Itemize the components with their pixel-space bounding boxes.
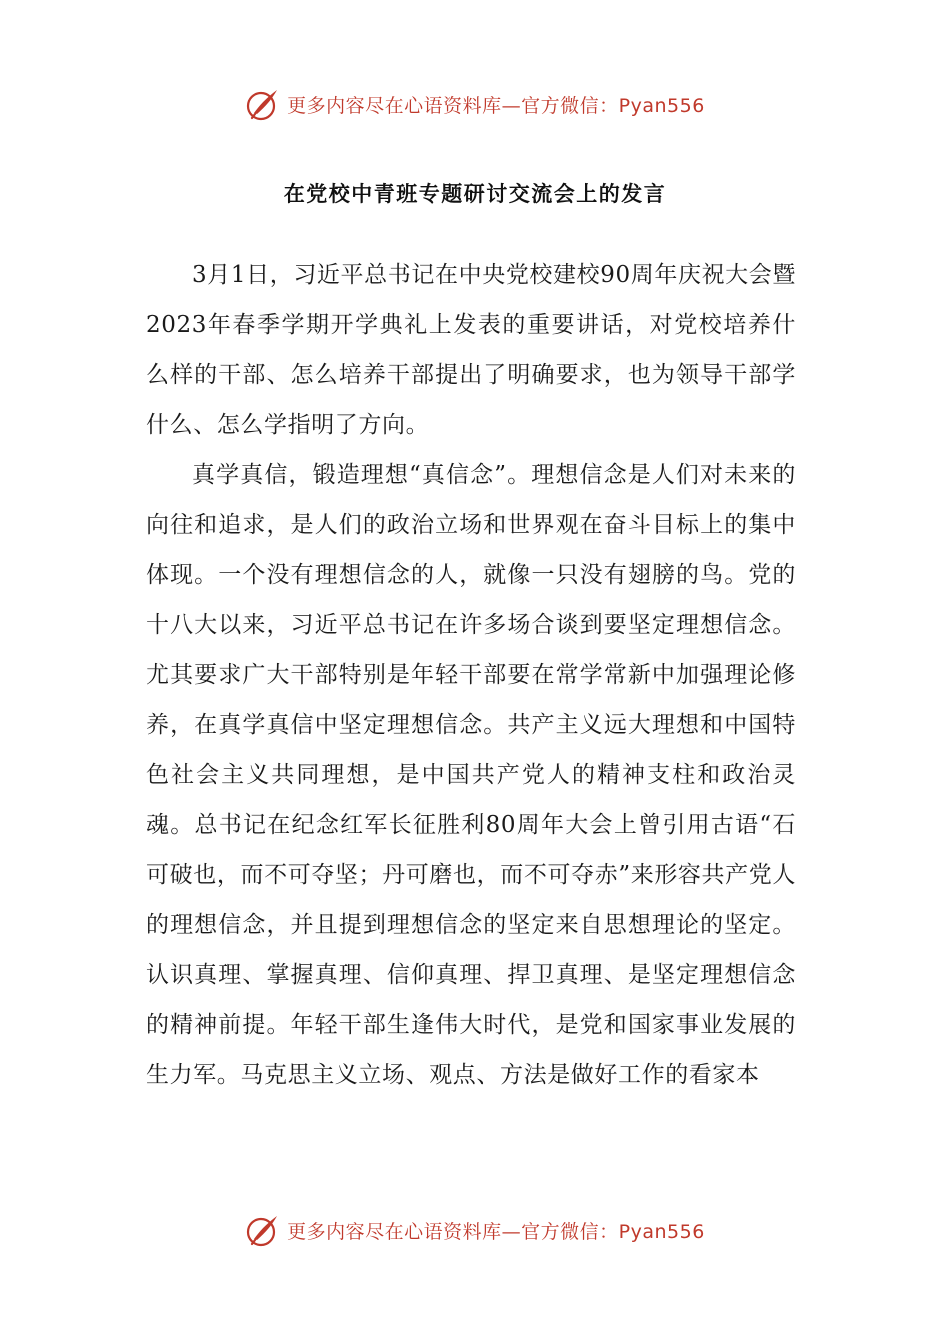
document-body <box>146 250 796 1100</box>
document-title: 在党校中青班专题研讨交流会上的发言 <box>283 182 667 206</box>
footer-watermark-banner <box>0 1210 950 1250</box>
quill-pen-logo-icon <box>245 1212 281 1248</box>
banner-text: 更多内容尽在心语资料库—官方微信：Pyan556 <box>287 1220 705 1243</box>
paragraph-true-belief: 真学真信，锻造理想“真信念”。理想信念是人们对未来的向往和追求，是人们的政治立场和世界观在奋斗目标上的集中体现。一个没有理想信念的人，就像一只没有翅膀的鸟。党的十八大以来，习近平总书记在许多场合谈到要坚定理想信念。尤其要求广大干部特别是年轻干部要在常学常新中加强理论修养，在真学真信中坚定理想信念。共产主义远大理想和中国特色社会主义共同理想，是中国共产党人的精神支柱和政治灵魂。总书记在纪念红军长征胜利80周年大会上曾引用古语“石可破也，而不可夺坚；丹可磨也，而不可夺赤”来形容共产党人的理想信念，并且提到理想信念的坚定来自思想理论的坚定。认识真理、掌握真理、信仰真理、捍卫真理、是坚定理想信念的精神前提。年轻干部生逢伟大时代，是党和国家事业发展的生力军。马克思主义立场、观点、方法是做好工作的看家本 <box>146 462 796 1088</box>
paragraph-intro: 3月1日，习近平总书记在中央党校建校90周年庆祝大会暨2023年春季学期开学典礼上发表的重要讲话，对党校培养什么样的干部、怎么培养干部提出了明确要求，也为领导干部学什么、怎么学指明了方向。 <box>146 262 796 438</box>
quill-pen-logo-icon <box>245 86 281 122</box>
banner-text: 更多内容尽在心语资料库—官方微信：Pyan556 <box>287 94 705 117</box>
wechat-id: Pyan556 <box>618 1220 705 1243</box>
wechat-id: Pyan556 <box>618 94 705 117</box>
header-watermark-banner <box>0 84 950 124</box>
